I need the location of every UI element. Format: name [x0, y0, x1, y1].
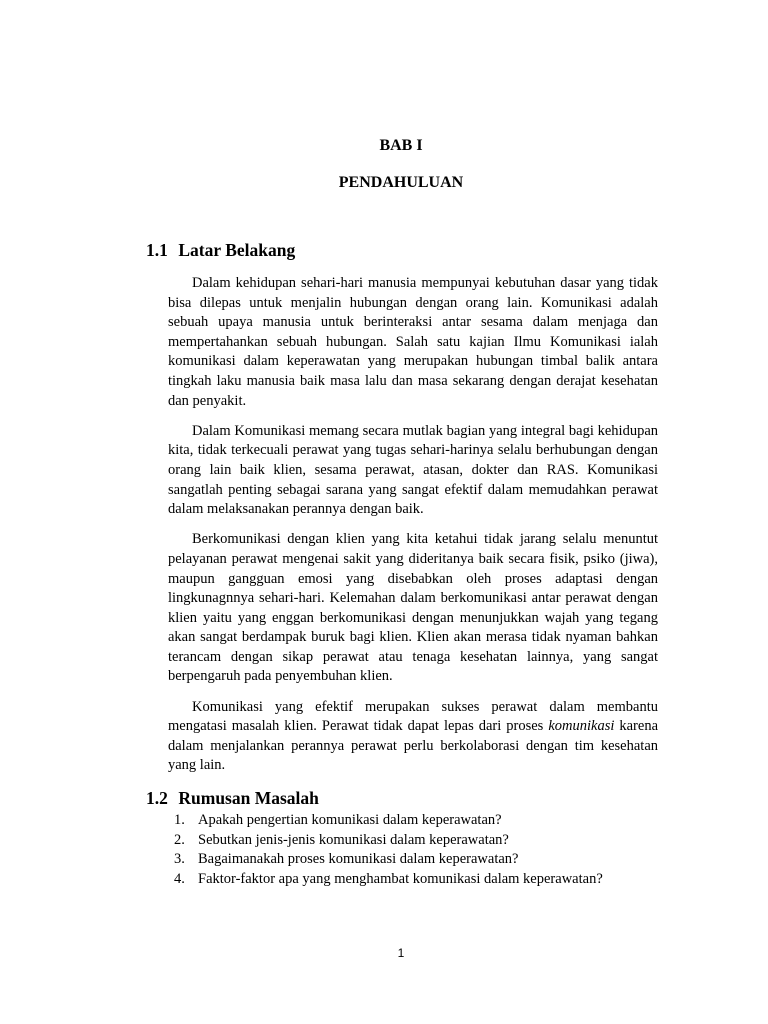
section-number: 1.1	[146, 240, 168, 260]
list-item-number: 2.	[174, 831, 185, 848]
list-item-number: 1.	[174, 812, 185, 828]
paragraph: Berkomunikasi dengan klien yang kita ketahui tidak jarang selalu menuntut pelayanan perawat mengenai sakit yang dideritanya baik secara fisik, psiko (jiwa), maupun gangguan emosi yang disebabkan oleh proses adaptasi dengan lingkunagnnya sehari-hari. Kelemahan dalam berkomunikasi antar perawat dengan klien yaitu yang enggan berkomunikasi dengan menunjukkan wajah yang tegang akan sangat berdampak buruk bagi klien. Klien akan merasa tidak nyaman bahkan terancam dengan sikap perawat atau tenaga kesehatan lainnya, yang sangat berpengaruh pada penyembuhan klien.	[168, 531, 658, 685]
list-item-text: Sebutkan jenis-jenis komunikasi dalam keperawatan?	[198, 831, 509, 848]
list-item	[174, 811, 654, 831]
section-title: Rumusan Masalah	[178, 788, 319, 808]
section-heading-latar-belakang	[146, 240, 295, 261]
paragraph: Dalam kehidupan sehari-hari manusia mempunyai kebutuhan dasar yang tidak bisa dilepas untuk menjalin hubungan dengan orang lain. Komunikasi adalah sebuah upaya manusia untuk berinteraksi antar sesama dalam menjaga dan mempertahankan sebuah hubungan. Salah satu kajian Ilmu Komunikasi ialah komunikasi dalam keperawatan yang merupakan hubungan timbal balik antara tingkah laku manusia baik masa lalu dan masa sekarang dengan derajat kesehatan dan penyakit.	[168, 275, 658, 409]
section-heading-rumusan-masalah	[146, 788, 319, 809]
list-item-text: Bagaimanakah proses komunikasi dalam keperawatan?	[198, 851, 519, 868]
section-title: Latar Belakang	[178, 240, 296, 260]
list-item-text: Faktor-faktor apa yang menghambat komunikasi dalam keperawatan?	[198, 870, 603, 887]
section-number: 1.2	[146, 788, 168, 808]
list-item-number: 4.	[174, 870, 185, 887]
research-questions-list	[174, 811, 654, 889]
page-number: 1	[397, 946, 405, 960]
chapter-title: PENDAHULUAN	[338, 174, 464, 191]
list-item-text: Apakah pengertian komunikasi dalam keperawatan?	[198, 812, 502, 828]
paragraph: Dalam Komunikasi memang secara mutlak bagian yang integral bagi kehidupan kita, tidak terkecuali perawat yang tugas sehari-harinya selalu berhubungan dengan orang lain baik klien, sesama perawat, atasan, dokter dan RAS. Komunikasi sangatlah penting sebagai sarana yang sangat efektif dalam memudahkan perawat dalam melaksanakan perannya dengan baik.	[168, 422, 658, 518]
paragraph-text: karena dalam menjalankan perannya perawat perlu berkolaborasi dengan tim kesehatan yang lain.	[168, 718, 659, 774]
paragraph-text: Komunikasi yang efektif merupakan sukses perawat dalam membantu mengatasi masalah klien. Perawat tidak dapat lepas dari proses	[168, 698, 658, 735]
list-item	[174, 870, 654, 890]
list-item-number: 3.	[174, 851, 185, 868]
background-text	[168, 274, 658, 776]
paragraph	[168, 698, 658, 776]
chapter-label: BAB I	[379, 137, 423, 154]
list-item	[174, 850, 654, 870]
list-item	[174, 831, 654, 851]
italic-term: komunikasi	[548, 718, 615, 735]
